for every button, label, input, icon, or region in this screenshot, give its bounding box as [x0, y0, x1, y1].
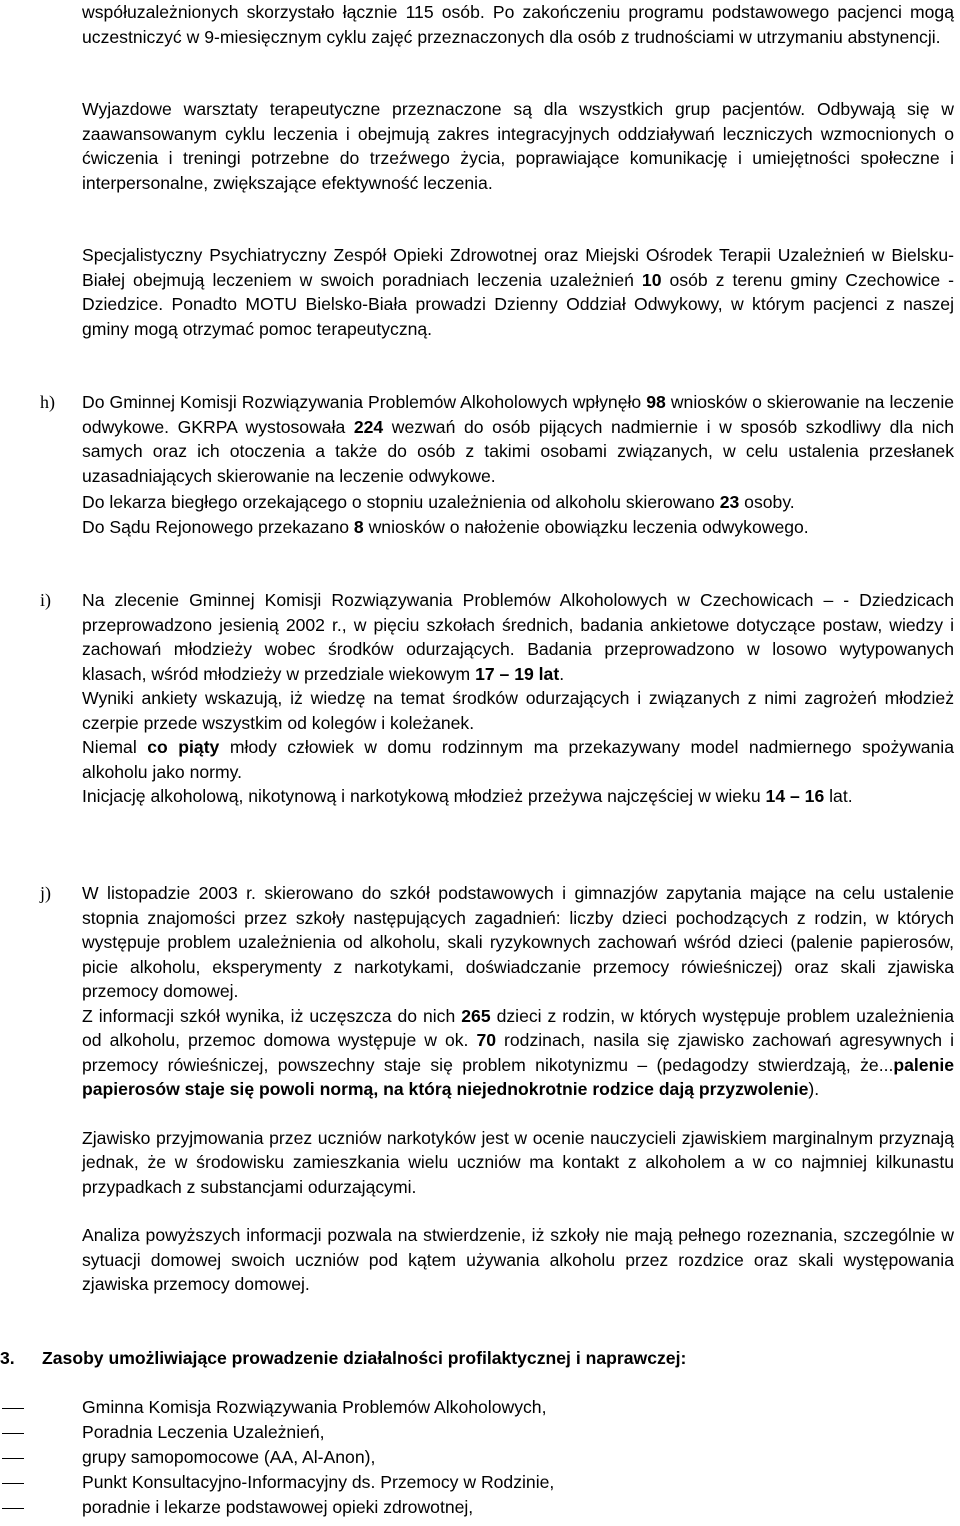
section-3-number: 3.	[0, 1348, 15, 1368]
paragraph-workshops: Wyjazdowe warsztaty terapeutyczne przeznaczone są dla wszystkich grup pacjentów. Odbywają się w zaawansowanym cyklu leczenia i obejmują zakres integracyjnych oddziaływań leczniczych wzmocnionych o ćwiczenia i treningi potrzebne do trzeźwego życia, poprawiające komunikację i umiejętności społeczne i interpersonalne, zwiększające efektywność leczenia.	[82, 99, 954, 193]
h-text-c: wezwań do osób pijących nadmiernie i w sposób szkodliwy dla nich samych oraz ich otoczenia a także do osób z takimi osobami związanych, w celu ustalenia przesłanek uzasadniających skierowanie na leczenie odwykowe.	[82, 416, 954, 486]
dash-bullet-icon	[2, 1483, 24, 1484]
section-h	[82, 390, 954, 539]
specialist-text-2: osób z terenu gminy Czechowice - Dziedzice. Ponadto MOTU Bielsko-Biała prowadzi Dzienny Oddział Odwykowy, w którym pacjenci z naszej gminy mogą otrzymać pomoc terapeutyczną.	[82, 269, 954, 339]
h3-count: 8	[353, 516, 364, 537]
i-text-a: Na zlecenie Gminnej Komisji Rozwiązywania Problemów Alkoholowych w Czechowicach – - Dziedzicach przeprowadzono jesienią 2002 r., w pięciu szkołach średnich, badania ankietowe dotyczące postaw, wiedzy i zachowań młodzieży wobec środków odurzających. Badania przeprowadzono w losowo wytypowanych klasach, wśród młodzieży w przedziale wiekowym	[82, 590, 954, 684]
h-text-a: Do Gminnej Komisji Rozwiązywania Problemów Alkoholowych wpłynęło	[82, 392, 647, 412]
i3-fifth: co piąty	[147, 737, 220, 757]
section-i-paragraph-1	[82, 588, 954, 686]
section-j	[82, 881, 954, 1297]
list-item-label: poradnie i lekarze podstawowej opieki zdrowotnej,	[82, 1497, 474, 1517]
section-3-title: Zasoby umożliwiające prowadzenie działalności profilaktycznej i naprawczej:	[42, 1348, 687, 1368]
j2-text-end: ).	[808, 1079, 820, 1099]
j2-text-b: dzieci z rodzin, w których występuje problem uzależnienia od alkoholu, przemoc domowa występuje w ok.	[82, 1005, 954, 1050]
section-i-marker: i)	[40, 590, 51, 610]
h-text-b: wniosków o skierowanie na leczenie odwykowe. GKRPA wystosowała	[82, 392, 955, 437]
j2-text-a: Z informacji szkół wynika, iż uczęszcza do nich	[82, 1005, 462, 1026]
section-j-marker: j)	[40, 883, 51, 903]
section-j-paragraph-3: Zjawisko przyjmowania przez uczniów narkotyków jest w ocenie nauczycieli zjawiskiem marginalnym przyznają jednak, że w środowisku zamieszkania wielu uczniów ma kontakt z alkoholem a w co najmniej kilkunastu przypadkach z substancjami odurzającymi.	[82, 1127, 954, 1197]
section-j-paragraph-2	[82, 1004, 954, 1102]
dash-bullet-icon	[2, 1458, 24, 1459]
list-item	[0, 1420, 960, 1444]
list-item-label: Punkt Konsultacyjno-Informacyjny ds. Przemocy w Rodzinie,	[82, 1472, 555, 1492]
paragraph-specialist	[82, 243, 954, 341]
section-h-paragraph-1	[82, 390, 954, 488]
section-h-marker: h)	[40, 392, 55, 412]
section-j-paragraph-4: Analiza powyższych informacji pozwala na stwierdzenie, iż szkoły nie mają pełnego rozeznania, szczególnie w sytuacji domowej swoich uczniów pod kątem używania alkoholu przez rozdzice oraz skali występowania zjawiska przemocy domowej.	[82, 1225, 954, 1294]
j2-count-children: 265	[461, 1005, 491, 1026]
specialist-count: 10	[641, 269, 662, 290]
dash-bullet-icon	[2, 1508, 24, 1509]
section-j-paragraph-1: W listopadzie 2003 r. skierowano do szkół podstawowych i gimnazjów zapytania mające na celu ustalenie stopnia znajomości przez szkoły następujących zagadnień: liczby dzieci pochodzących z rodzin, w których występuje problem uzależnienia od alkoholu, skali ryzykownych zachowań wśród dzieci (palenie papierosów, picie alkoholu, eksperymenty z narkotykami, doświadczanie przemocy rówieśniczej) oraz skali zjawiska przemocy domowej.	[82, 883, 954, 1001]
i4-text-c: lat.	[824, 786, 853, 806]
h2-text-a: Do lekarza biegłego orzekającego o stopniu uzależnienia od alkoholu skierowano	[82, 492, 720, 512]
list-item-label: Poradnia Leczenia Uzależnień,	[82, 1422, 325, 1442]
h3-text-b: wniosków o nałożenie obowiązku leczenia odwykowego.	[363, 516, 809, 537]
section-h-paragraph-2	[82, 490, 954, 515]
list-item-label: Gminna Komisja Rozwiązywania Problemów Alkoholowych,	[82, 1397, 547, 1417]
list-item	[0, 1495, 960, 1519]
section-h-paragraph-3	[82, 515, 954, 540]
i-text-end: .	[559, 663, 565, 684]
h2-count: 23	[719, 492, 740, 512]
list-item	[0, 1470, 960, 1494]
h-count-summons: 224	[353, 416, 384, 437]
section-i-paragraph-2: Wyniki ankiety wskazują, iż wiedzę na temat środków odurzających i związanych z nimi zagrożeń młodzież czerpie przede wszystkim od kolegów i koleżanek.	[82, 688, 954, 733]
dash-bullet-icon	[2, 1408, 24, 1409]
h2-text-b: osoby.	[739, 492, 795, 512]
dash-bullet-icon	[2, 1433, 24, 1434]
i4-text-a: Inicjację alkoholową, nikotynową i narkotykową młodzież przeżywa najczęściej w wieku	[82, 786, 766, 806]
section-i	[82, 588, 954, 809]
i3-text-c: młody człowiek w domu rodzinnym ma przekazywany model nadmiernego spożywania alkoholu jako normy.	[82, 737, 955, 782]
list-item	[0, 1395, 960, 1419]
i4-age: 14 – 16	[765, 786, 825, 806]
h3-text-a: Do Sądu Rejonowego przekazano	[82, 516, 354, 537]
i3-text-a: Niemal	[82, 737, 148, 757]
specialist-text-1: Specjalistyczny Psychiatryczny Zespół Opieki Zdrowotnej oraz Miejski Ośrodek Terapii Uzależnień w Bielsku-Białej obejmują leczeniem w swoich poradniach leczenia uzależnień	[82, 245, 954, 290]
j2-count-families: 70	[476, 1030, 497, 1050]
section-i-paragraph-4	[82, 784, 954, 809]
i-age-range: 17 – 19 lat	[475, 663, 560, 684]
j2-text-c: rodzinach, nasila się zjawisko zachowań agresywnych i przemocy rówieśniczej, powszechny staje się problem nikotynizmu – (pedagodzy stwierdzają, że...	[82, 1030, 954, 1075]
list-item-label: grupy samopomocowe (AA, Al-Anon),	[82, 1447, 376, 1467]
list-item	[0, 1445, 960, 1469]
h-count-applications: 98	[646, 392, 666, 412]
j2-quote: palenie papierosów staje się powoli normą, na którą niejednokrotnie rodzice dają przyzwolenie	[82, 1054, 954, 1099]
paragraph-top: współuzależnionych skorzystało łącznie 115 osób. Po zakończeniu programu podstawowego pacjenci mogą uczestniczyć w 9-miesięcznym cyklu zajęć przeznaczonych dla osób z trudnościami w utrzymaniu abstynencji.	[82, 2, 954, 47]
section-i-paragraph-3	[82, 735, 954, 784]
